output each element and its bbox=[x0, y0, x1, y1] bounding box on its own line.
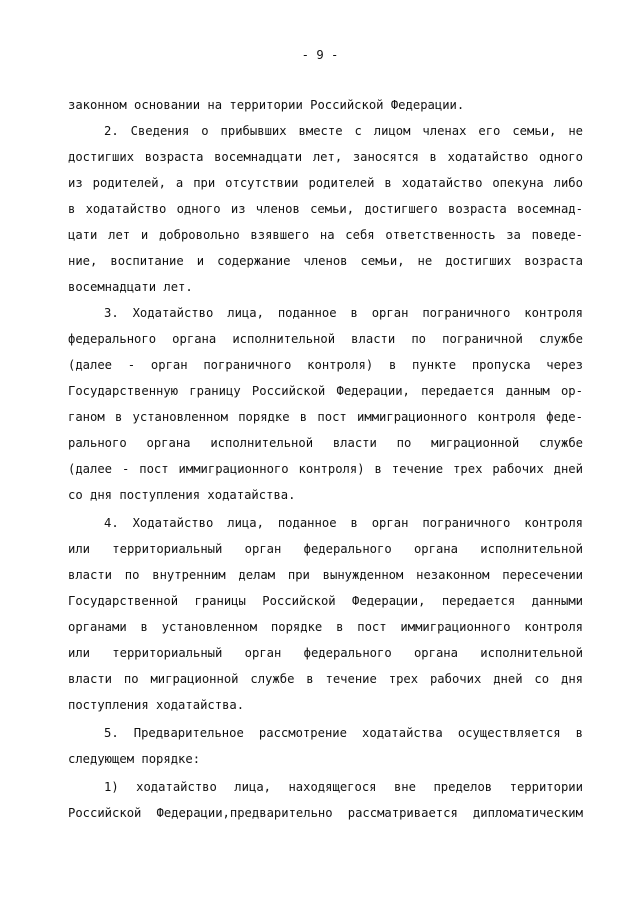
text-line: или территориальный орган федерального органа исполнительной bbox=[68, 542, 583, 556]
text-line: (далее - пост иммиграционного контроля) в течение трех рабочих дней bbox=[68, 462, 583, 476]
text-line: в ходатайство одного из членов семьи, достигшего возраста восемнад- bbox=[68, 202, 583, 216]
text-line: достигших возраста восемнадцати лет, заносятся в ходатайство одного bbox=[68, 150, 583, 164]
text-line: цати лет и добровольно взявшего на себя ответственность за поведе- bbox=[68, 228, 583, 242]
paragraph-5-first-line: 5. Предварительное рассмотрение ходатайства осуществляется в bbox=[104, 726, 583, 740]
text-line: (далее - орган пограничного контроля) в пункте пропуска через bbox=[68, 358, 583, 372]
text-line: власти по миграционной службе в течение трех рабочих дней со дня bbox=[68, 672, 583, 686]
text-line: из родителей, а при отсутствии родителей в ходатайство опекуна либо bbox=[68, 176, 583, 190]
text-line: рального органа исполнительной власти по миграционной службе bbox=[68, 436, 583, 450]
text-line: власти по внутренним делам при вынужденном незаконном пересечении bbox=[68, 568, 583, 582]
text-line: Российской Федерации,предварительно рассматривается дипломатическим bbox=[68, 806, 583, 820]
text-line: Государственную границу Российской Федерации, передается данным ор- bbox=[68, 384, 583, 398]
text-line: ние, воспитание и содержание членов семьи, не достигших возраста bbox=[68, 254, 583, 268]
text-line: следующем порядке: bbox=[68, 752, 201, 766]
text-line: восемнадцати лет. bbox=[68, 280, 193, 294]
text-line: ганом в установленном порядке в пост иммиграционного контроля феде- bbox=[68, 410, 583, 424]
text-line: со дня поступления ходатайства. bbox=[68, 488, 296, 502]
paragraph-3-first-line: 3. Ходатайство лица, поданное в орган пограничного контроля bbox=[104, 306, 583, 320]
text-line: органами в установленном порядке в пост иммиграционного контроля bbox=[68, 620, 583, 634]
text-line: федерального органа исполнительной власти по пограничной службе bbox=[68, 332, 583, 346]
text-line: законном основании на территории Российской Федерации. bbox=[68, 98, 465, 112]
paragraph-4-first-line: 4. Ходатайство лица, поданное в орган пограничного контроля bbox=[104, 516, 583, 530]
text-line: поступления ходатайства. bbox=[68, 698, 245, 712]
text-line: Государственной границы Российской Федерации, передается данными bbox=[68, 594, 583, 608]
paragraph-2-first-line: 2. Сведения о прибывших вместе с лицом членах его семьи, не bbox=[104, 124, 583, 138]
page-number: - 9 - bbox=[301, 48, 339, 62]
subparagraph-1-first-line: 1) ходатайство лица, находящегося вне пределов территории bbox=[104, 780, 583, 794]
text-line: или территориальный орган федерального органа исполнительной bbox=[68, 646, 583, 660]
